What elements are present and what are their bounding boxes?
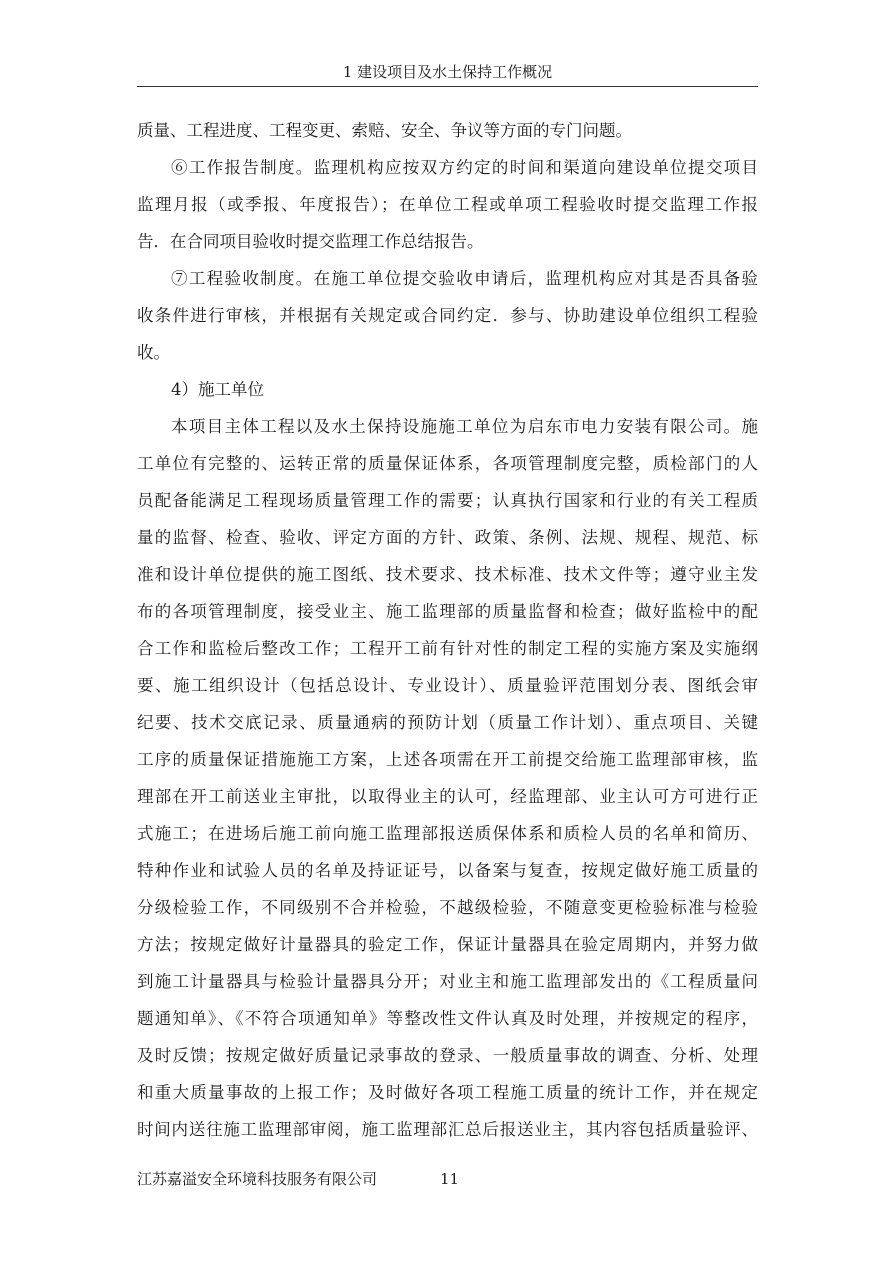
text-line: 量的监督、检查、验收、评定方面的方针、政策、条例、法规、规程、规范、标	[137, 528, 758, 547]
body-text	[137, 112, 758, 1148]
footer-company: 江苏嘉溢安全环境科技服务有限公司	[137, 1170, 378, 1188]
text-line: 方法；按规定做好计量器具的验定工作，保证计量器具在验定周期内，并努力做	[137, 935, 758, 954]
text-line: 质量、工程进度、工程变更、索赔、安全、争议等方面的专门问题。	[137, 121, 632, 140]
text-line: 收条件进行审核，并根据有关规定或合同约定．参与、协助建设单位组织工程验	[137, 306, 758, 325]
section-heading: 4）施工单位	[171, 380, 264, 399]
text-line: 工单位有完整的、运转正常的质量保证体系，各项管理制度完整，质检部门的人	[137, 454, 758, 473]
text-line: 题通知单》、《不符合项通知单》等整改性文件认真及时处理，并按规定的程序，	[137, 1009, 758, 1028]
text-line: 工序的质量保证措施施工方案，上述各项需在开工前提交给施工监理部审核，监	[137, 750, 758, 769]
text-line: ⑥工作报告制度。监理机构应按双方约定的时间和渠道向建设单位提交项目	[171, 158, 758, 177]
text-line: 分级检验工作，不同级别不合并检验，不越级检验，不随意变更检验标准与检验	[137, 898, 758, 917]
header-rule	[137, 86, 758, 87]
text-line: 告．在合同项目验收时提交监理工作总结报告。	[137, 232, 484, 251]
text-line: 合工作和监检后整改工作；工程开工前有针对性的制定工程的实施方案及实施纲	[137, 639, 758, 658]
text-line: 时间内送往施工监理部审阅，施工监理部汇总后报送业主，其内容包括质量验评、	[137, 1120, 758, 1139]
text-line: 布的各项管理制度，接受业主、施工监理部的质量监督和检查；做好监检中的配	[137, 602, 758, 621]
text-line: 及时反馈；按规定做好质量记录事故的登录、一般质量事故的调查、分析、处理	[137, 1046, 758, 1065]
text-line: 到施工计量器具与检验计量器具分开；对业主和施工监理部发出的《工程质量问	[137, 972, 758, 991]
text-line: 和重大质量事故的上报工作；及时做好各项工程施工质量的统计工作，并在规定	[137, 1083, 758, 1102]
text-line: 准和设计单位提供的施工图纸、技术要求、技术标准、技术文件等；遵守业主发	[137, 565, 758, 584]
text-line: 收。	[137, 343, 170, 362]
page-number: 11	[440, 1170, 460, 1188]
text-line: 监理月报（或季报、年度报告）；在单位工程或单项工程验收时提交监理工作报	[137, 195, 758, 214]
text-line: ⑦工程验收制度。在施工单位提交验收申请后，监理机构应对其是否具备验	[171, 269, 758, 288]
text-line: 式施工；在进场后施工前向施工监理部报送质保体系和质检人员的名单和简历、	[137, 824, 758, 843]
text-line: 纪要、技术交底记录、质量通病的预防计划（质量工作计划）、重点项目、关键	[137, 713, 758, 732]
text-line: 特种作业和试验人员的名单及持证证号，以备案与复查，按规定做好施工质量的	[137, 861, 758, 880]
text-line: 本项目主体工程以及水土保持设施施工单位为启东市电力安装有限公司。施	[171, 417, 758, 436]
running-header: 1 建设项目及水土保持工作概况	[342, 63, 553, 81]
text-line: 员配备能满足工程现场质量管理工作的需要；认真执行国家和行业的有关工程质	[137, 491, 758, 510]
text-line: 要、施工组织设计（包括总设计、专业设计）、质量验评范围划分表、图纸会审	[137, 676, 758, 695]
text-line: 理部在开工前送业主审批，以取得业主的认可，经监理部、业主认可方可进行正	[137, 787, 758, 806]
